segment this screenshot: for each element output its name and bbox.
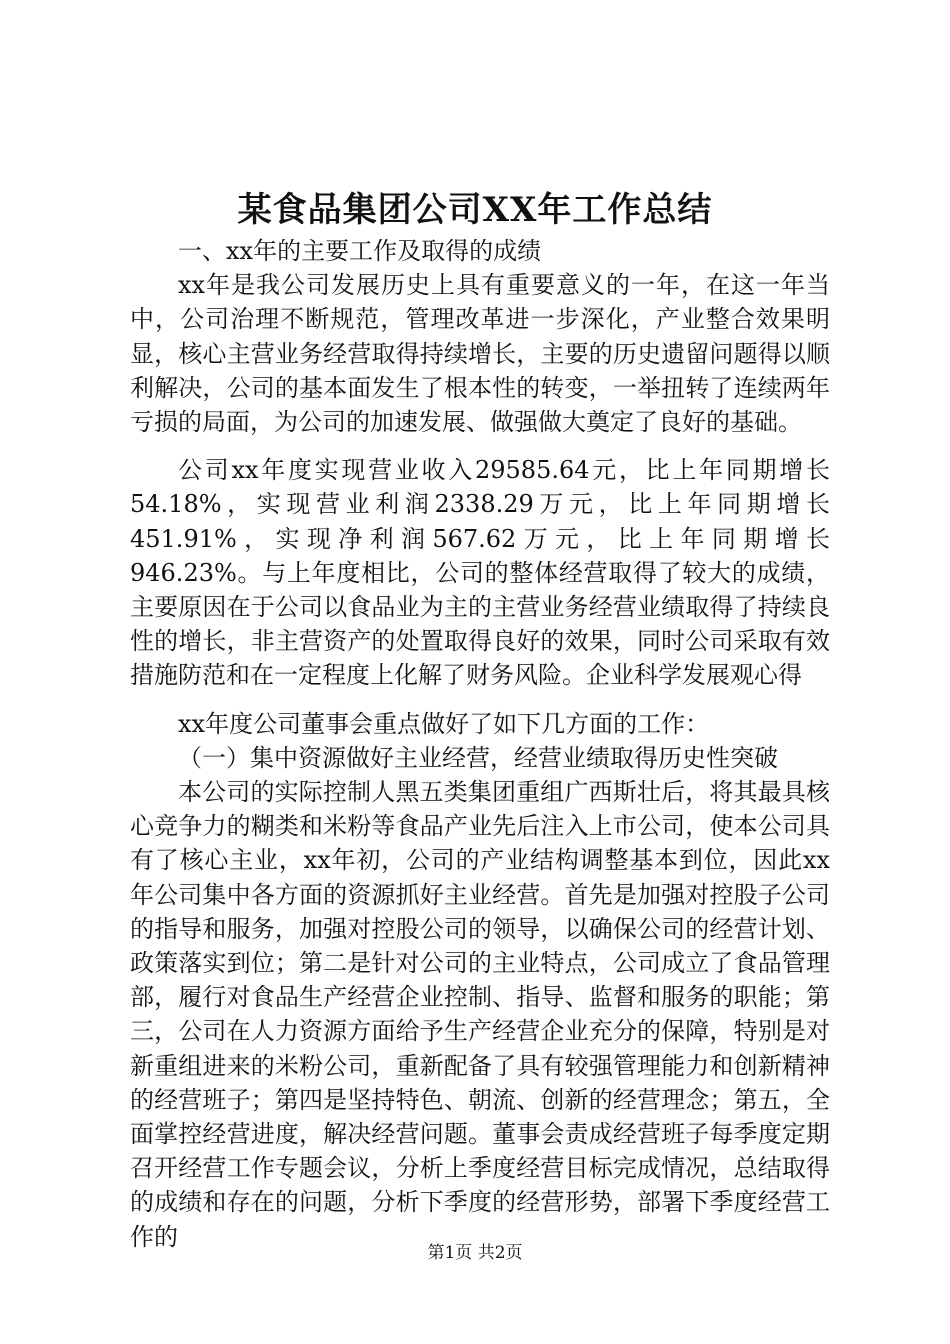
paragraph-financials: 公司xx年度实现营业收入29585.64元，比上年同期增长54.18%，实现营业利润2338.29万元，比上年同期增长451.91%，实现净利润567.62万元，比上年同期增长946.23%。与上年度相比，公司的整体经营取得了较大的成绩，主要原因在于公司以食品业为主的主营业务经营业绩取得了持续良性的增长，非主营资产的处置取得良好的效果，同时公司采取有效措施防范和在一定程度上化解了财务风险。企业科学发展观心得 [130, 456, 830, 690]
paragraph-main-business: 本公司的实际控制人黑五类集团重组广西斯壮后，将其最具核心竞争力的糊类和米粉等食品产业先后注入上市公司，使本公司具有了核心主业，xx年初，公司的产业结构调整基本到位，因此xx年公司集中各方面的资源抓好主业经营。首先是加强对控股子公司的指导和服务，加强对控股公司的领导，以确保公司的经营计划、政策落实到位；第二是针对公司的主业特点，公司成立了食品管理部，履行对食品生产经营企业控制、指导、监督和服务的职能；第三，公司在人力资源方面给予生产经营企业充分的保障，特别是对新重组进来的米粉公司，重新配备了具有较强管理能力和创新精神的经营班子；第四是坚持特色、朝流、创新的经营理念；第五，全面掌控经营进度，解决经营问题。董事会责成经营班子每季度定期召开经营工作专题会议，分析上季度经营目标完成情况，总结取得的成绩和存在的问题，分析下季度的经营形势，部署下季度经营工作的 [130, 778, 830, 1251]
document-body [130, 234, 830, 1254]
document-title: 某食品集团公司XX年工作总结 [237, 190, 713, 230]
section-heading: 一、xx年的主要工作及取得的成绩 [178, 237, 542, 265]
subsection-heading: （一）集中资源做好主业经营，经营业绩取得历史性突破 [178, 743, 778, 772]
paragraph-overview: xx年是我公司发展历史上具有重要意义的一年，在这一年当中，公司治理不断规范，管理改革进一步深化，产业整合效果明显，核心主营业务经营取得持续增长，主要的历史遗留问题得以顺利解决，公司的基本面发生了根本性的转变，一举扭转了连续两年亏损的局面，为公司的加速发展、做强做大奠定了良好的基础。 [130, 271, 830, 437]
page-number-footer: 第1页 共2页 [427, 1243, 523, 1263]
paragraph-board-work: xx年度公司董事会重点做好了如下几方面的工作： [178, 709, 710, 738]
